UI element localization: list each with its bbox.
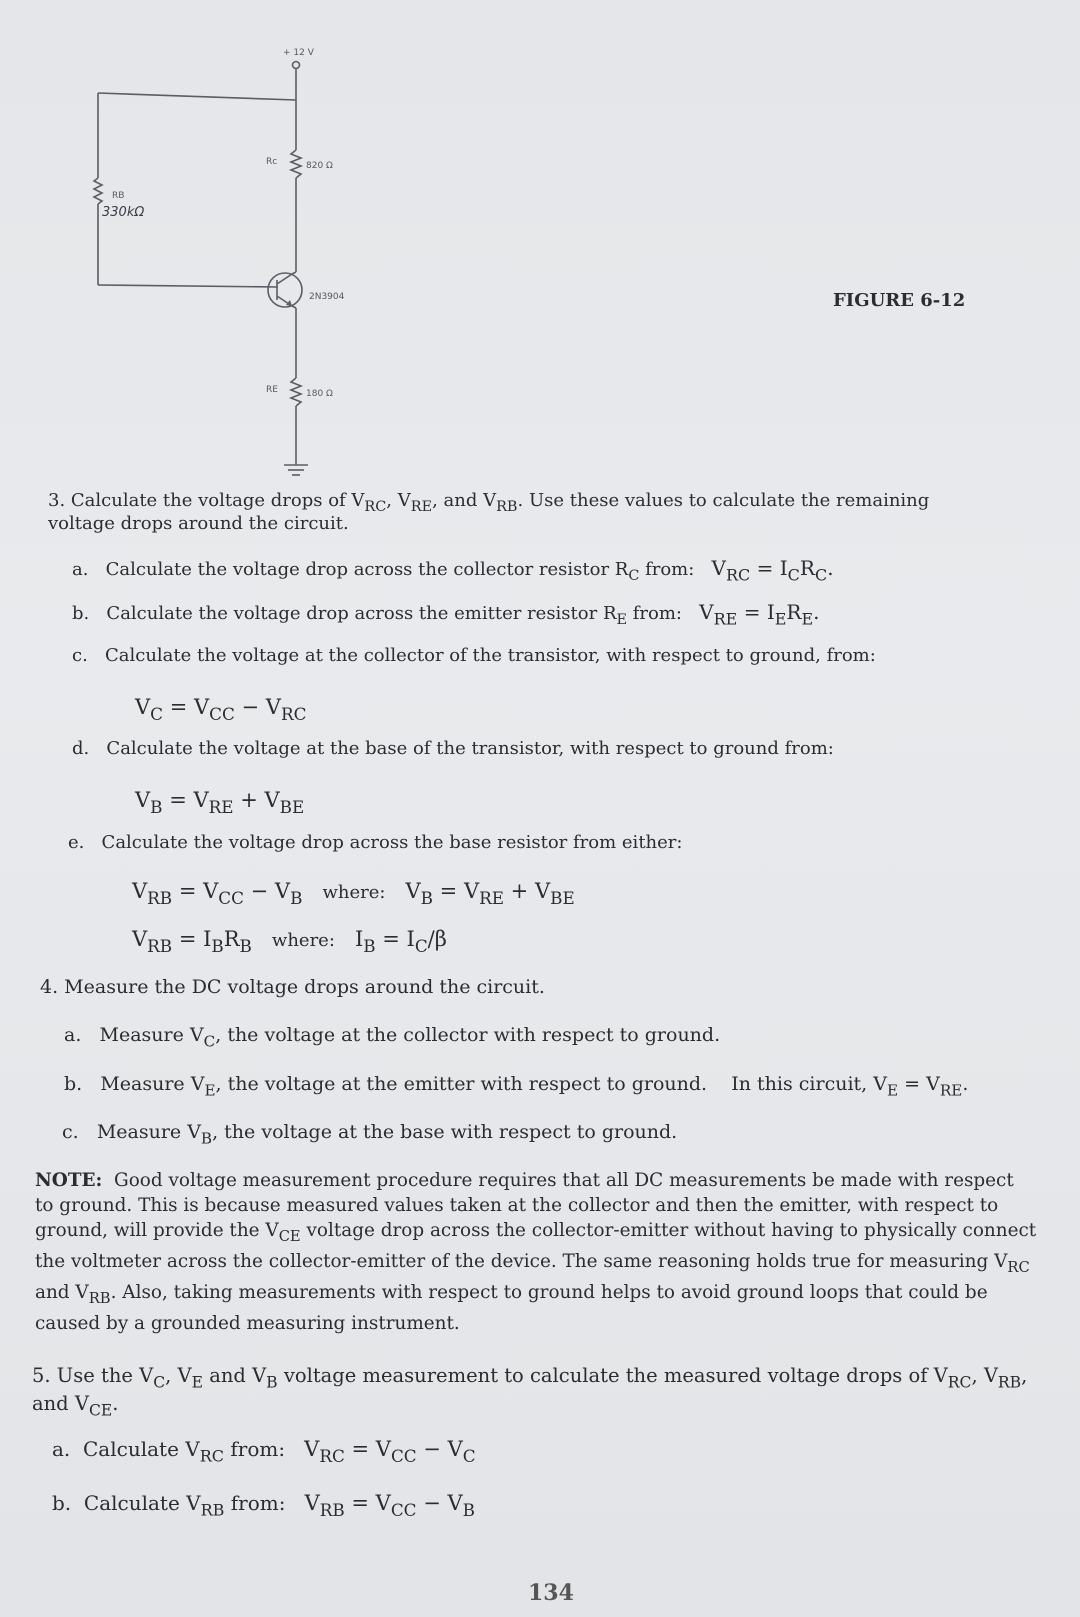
- step3-intro-line2: voltage drops around the circuit.: [48, 513, 349, 534]
- page-number: 134: [528, 1580, 574, 1606]
- step5-intro-line2: and $V_{CE}$.: [32, 1392, 119, 1420]
- rc-label: Rc: [266, 157, 278, 167]
- step4-a: a. Measure $V_C$, the voltage at the collector with respect to ground.: [64, 1024, 721, 1051]
- formula-vrc: $V_{RC} = I_CR_C$.: [711, 556, 834, 585]
- formula-vre: $V_{RE} = I_ER_E$.: [699, 600, 820, 629]
- formula-vrb-2: $V_{RB} = I_BR_B$ where: $I_B = I_C/\beta$: [132, 927, 447, 956]
- step3-c: c. Calculate the voltage at the collector of the transistor, with respect to ground, from:: [72, 645, 876, 666]
- formula-vrb-measured: $V_{RB} = V_{CC} - V_B$: [304, 1491, 475, 1520]
- step3-d: d. Calculate the voltage at the base of the transistor, with respect to ground from:: [72, 738, 834, 759]
- formula-vrc-measured: $V_{RC} = V_{CC} - V_C$: [304, 1437, 476, 1466]
- figure-caption: FIGURE 6-12: [833, 290, 966, 311]
- transistor-label: 2N3904: [309, 292, 345, 302]
- step3-a: a. Calculate the voltage drop across the collector resistor $R_C$ from: $V_{RC} = I_CR_C$.: [72, 556, 834, 585]
- formula-vb: $V_B = V_{RE} + V_{BE}$: [135, 788, 305, 817]
- step5-b: b. Calculate $V_{RB}$ from: $V_{RB} = V_{CC} - V_B$: [52, 1491, 475, 1520]
- formula-vc: $V_C = V_{CC} - V_{RC}$: [135, 695, 307, 724]
- re-value: 180 Ω: [306, 389, 333, 399]
- step5-intro: 5. Use the $V_C$, $V_E$ and $V_B$ voltage measurement to calculate the measured voltage drops of $V_{RC}$, $V_{RB}$,: [32, 1364, 1028, 1392]
- step5-a: a. Calculate $V_{RC}$ from: $V_{RC} = V_{CC} - V_C$: [52, 1437, 476, 1466]
- formula-vrb-1: $V_{RB} = V_{CC} - V_B$ where: $V_B = V_{RE} + V_{BE}$: [132, 879, 575, 908]
- supply-label: + 12 V: [283, 48, 314, 58]
- re-label: RE: [266, 385, 278, 395]
- rb-label: RB: [112, 191, 125, 201]
- step4-intro: 4. Measure the DC voltage drops around the circuit.: [40, 976, 545, 998]
- step4-c: c. Measure $V_B$, the voltage at the base with respect to ground.: [62, 1121, 678, 1148]
- circuit-schematic: [0, 0, 1080, 480]
- note-paragraph: NOTE: Good voltage measurement procedure requires that all DC measurements be made with respect to ground. This is because measured values taken at the collector and then the emitter, with respect to ground, will provide the $V_{CE}$ voltage drop across the collector-emitter without having to physically connect the voltmeter across the collector-emitter of the device. The same reasoning holds true for measuring $V_{RC}$ and $V_{RB}$. Also, taking measurements with respect to ground helps to avoid ground loops that could be caused by a grounded measuring instrument.: [35, 1170, 1037, 1335]
- step3-b: b. Calculate the voltage drop across the emitter resistor $R_E$ from: $V_{RE} = I_ER_E$.: [72, 600, 820, 629]
- rc-value: 820 Ω: [306, 161, 333, 171]
- rb-value-handwritten: 330kΩ: [102, 205, 145, 220]
- step3-intro: 3. Calculate the voltage drops of $V_{RC}$, $V_{RE}$, and $V_{RB}$. Use these values to calculate the remaining: [48, 490, 930, 516]
- step3-e: e. Calculate the voltage drop across the base resistor from either:: [68, 832, 683, 853]
- step4-b: b. Measure $V_E$, the voltage at the emitter with respect to ground. In this circuit, $V_E = V_{RE}$.: [64, 1073, 969, 1100]
- note-label: NOTE:: [35, 1170, 103, 1191]
